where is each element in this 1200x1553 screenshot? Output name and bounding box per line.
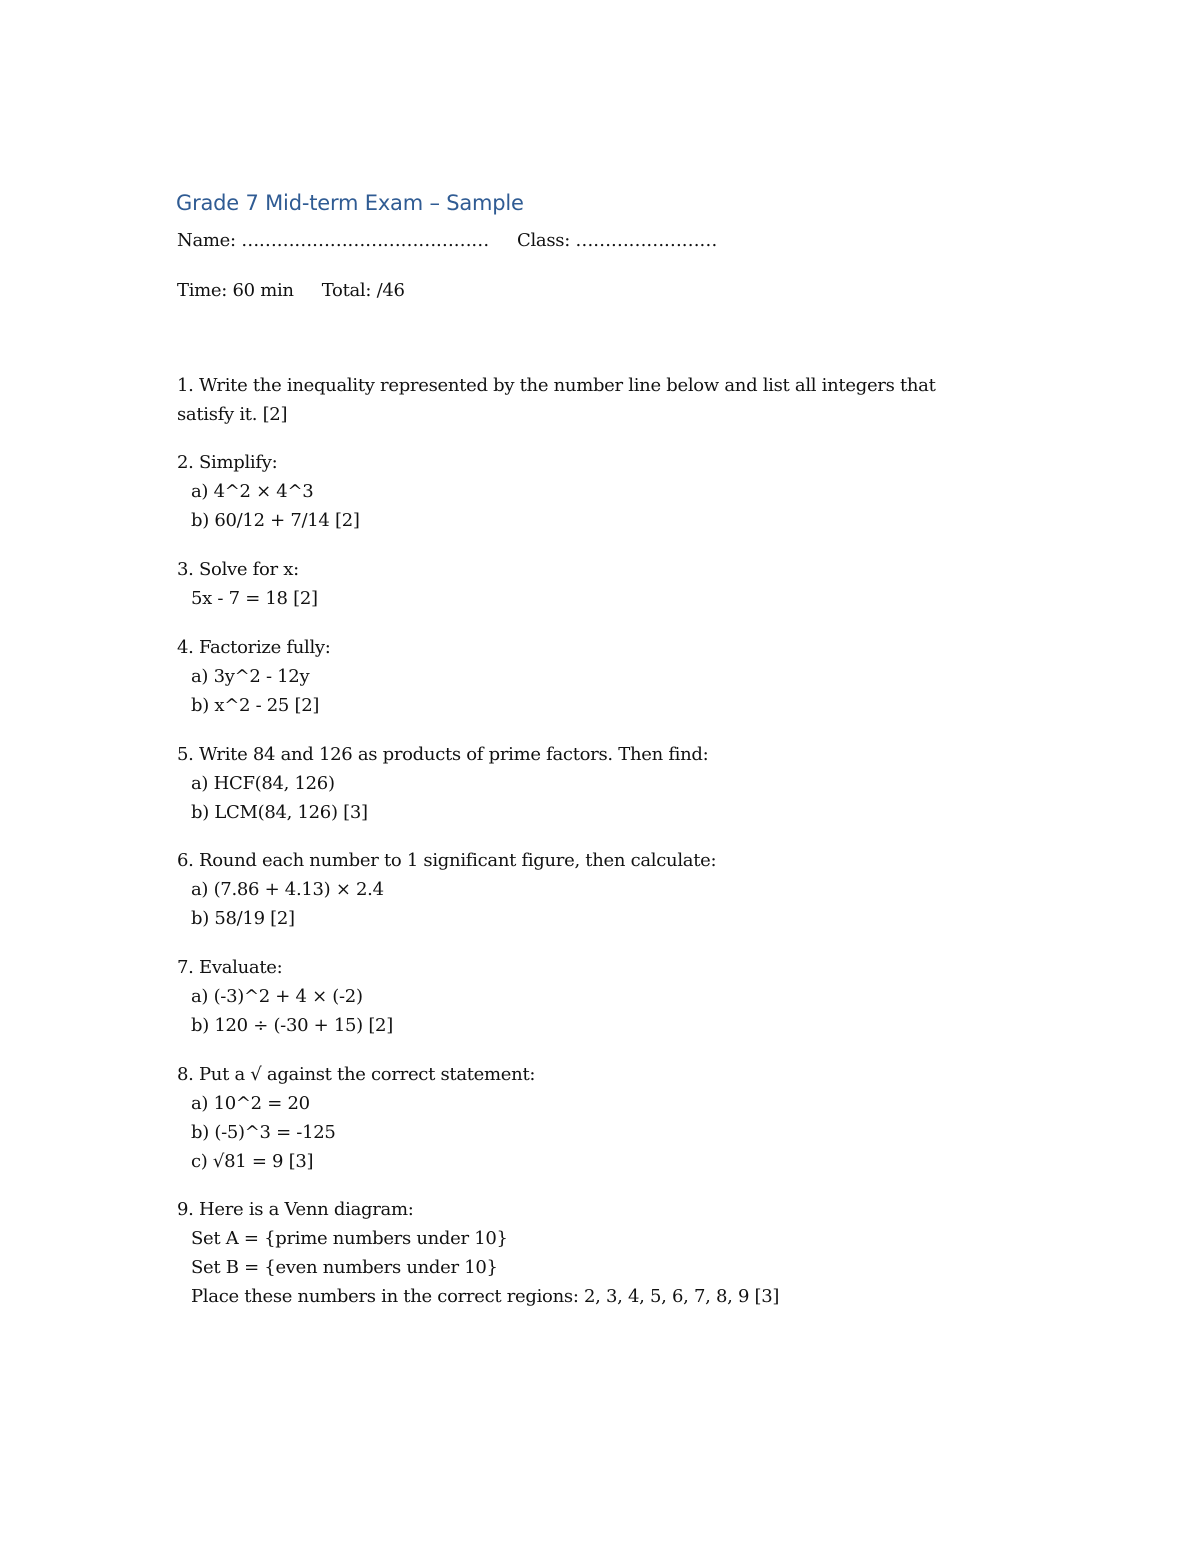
name-field: Name: …………………………………… [177, 230, 489, 251]
question-1 [177, 371, 936, 429]
question-part: a) HCF(84, 126) [191, 773, 335, 794]
question-3 [177, 555, 318, 613]
question-4 [177, 633, 331, 720]
question-text: 7. Evaluate: [177, 957, 283, 978]
question-part: b) (-5)^3 = -125 [191, 1122, 336, 1143]
question-part: a) 10^2 = 20 [191, 1093, 310, 1114]
question-part: b) 60/12 + 7/14 [2] [191, 510, 360, 531]
question-part: 5x - 7 = 18 [2] [191, 588, 318, 609]
question-9 [177, 1195, 779, 1311]
time-total-line [177, 276, 405, 305]
question-text: 1. Write the inequality represented by the number line below and list all integers that [177, 375, 936, 396]
question-part: Set A = {prime numbers under 10} [191, 1228, 508, 1249]
total-label: Total: /46 [321, 280, 405, 301]
question-part: a) 4^2 × 4^3 [191, 481, 314, 502]
question-part: Place these numbers in the correct regions: 2, 3, 4, 5, 6, 7, 8, 9 [3] [191, 1286, 780, 1307]
question-text: 3. Solve for x: [177, 559, 299, 580]
question-part: b) LCM(84, 126) [3] [191, 802, 368, 823]
question-text: 4. Factorize fully: [177, 637, 331, 658]
question-2 [177, 448, 360, 535]
question-text: 9. Here is a Venn diagram: [177, 1199, 414, 1220]
time-label: Time: 60 min [177, 280, 294, 301]
question-6 [177, 846, 716, 933]
question-part: a) (-3)^2 + 4 × (-2) [191, 986, 363, 1007]
question-part: b) 120 ÷ (-30 + 15) [2] [191, 1015, 393, 1036]
question-text: 6. Round each number to 1 significant figure, then calculate: [177, 850, 717, 871]
question-part: c) √81 = 9 [3] [191, 1151, 314, 1172]
name-class-line [177, 226, 717, 255]
class-field: Class: …………………… [517, 230, 718, 251]
question-part: a) (7.86 + 4.13) × 2.4 [191, 879, 384, 900]
question-text: 2. Simplify: [177, 452, 278, 473]
question-part: b) 58/19 [2] [191, 908, 295, 929]
question-8 [177, 1060, 535, 1176]
question-7 [177, 953, 393, 1040]
question-part: Set B = {even numbers under 10} [191, 1257, 498, 1278]
question-text: satisfy it. [2] [177, 404, 288, 425]
question-text: 8. Put a √ against the correct statement: [177, 1064, 536, 1085]
question-part: b) x^2 - 25 [2] [191, 695, 320, 716]
question-part: a) 3y^2 - 12y [191, 666, 310, 687]
page-title: Grade 7 Mid-term Exam – Sample [176, 191, 524, 215]
question-5 [177, 740, 708, 827]
question-text: 5. Write 84 and 126 as products of prime factors. Then find: [177, 744, 709, 765]
